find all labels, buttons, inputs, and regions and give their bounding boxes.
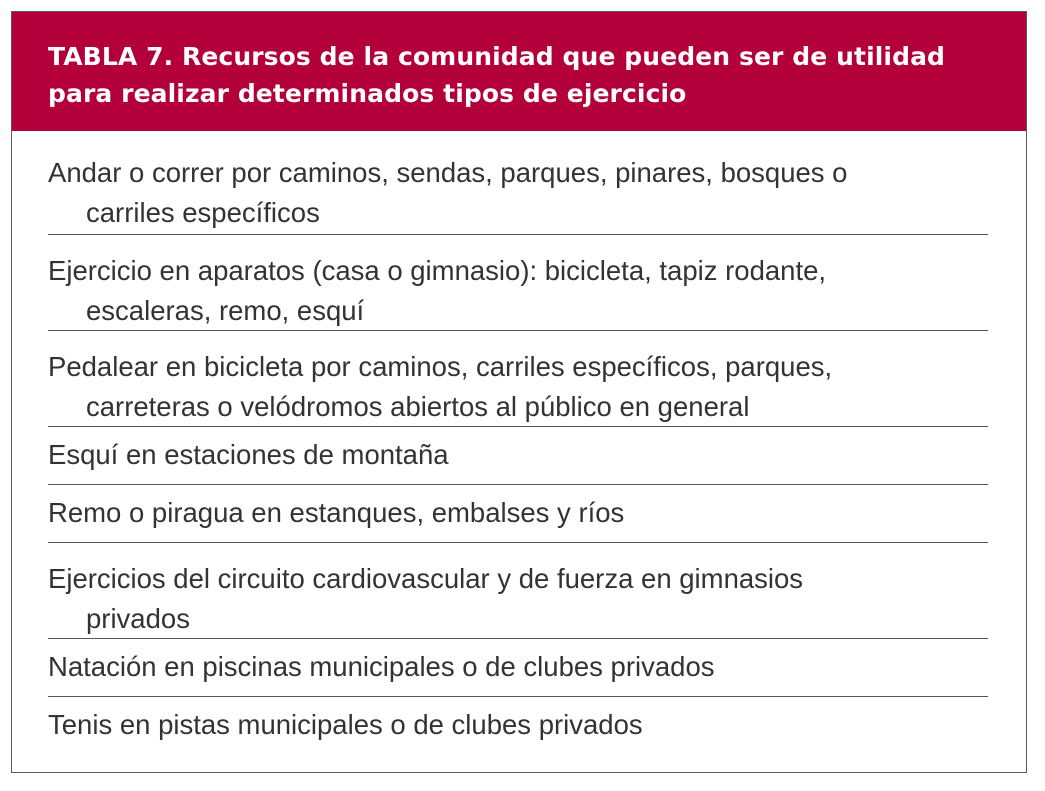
table-row [48,131,988,235]
row-text-continued: carreteras o velódromos abiertos al público en general [86,391,750,422]
table-title-line-2: para realizar determinados tipos de ejercicio [48,79,687,108]
row-text: Ejercicio en aparatos (casa o gimnasio): bicicleta, tapiz rodante, [48,255,827,286]
row-text: Ejercicios del circuito cardiovascular y de fuerza en gimnasios [48,563,804,594]
table-header [12,12,1026,131]
row-text-continued: privados [86,603,190,634]
row-text: Tenis en pistas municipales o de clubes privados [48,709,643,740]
row-text: Esquí en estaciones de montaña [48,439,449,470]
row-text: Andar o correr por caminos, sendas, parques, pinares, bosques o [48,157,848,188]
table-row [48,485,988,543]
row-text-continued: escaleras, remo, esquí [86,295,365,326]
row-text-continued: carriles específicos [86,197,320,228]
table-row [48,697,988,755]
resources-table [11,11,1027,773]
table-rows [12,131,1026,755]
table-row [48,543,988,639]
row-text: Natación en piscinas municipales o de clubes privados [48,651,715,682]
row-text: Remo o piragua en estanques, embalses y ríos [48,497,625,528]
row-text: Pedalear en bicicleta por caminos, carriles específicos, parques, [48,351,833,382]
table-row [48,235,988,331]
table-title-line-1: TABLA 7. Recursos de la comunidad que pueden ser de utilidad [48,42,946,71]
table-row [48,639,988,697]
table-row [48,331,988,427]
table-row [48,427,988,485]
